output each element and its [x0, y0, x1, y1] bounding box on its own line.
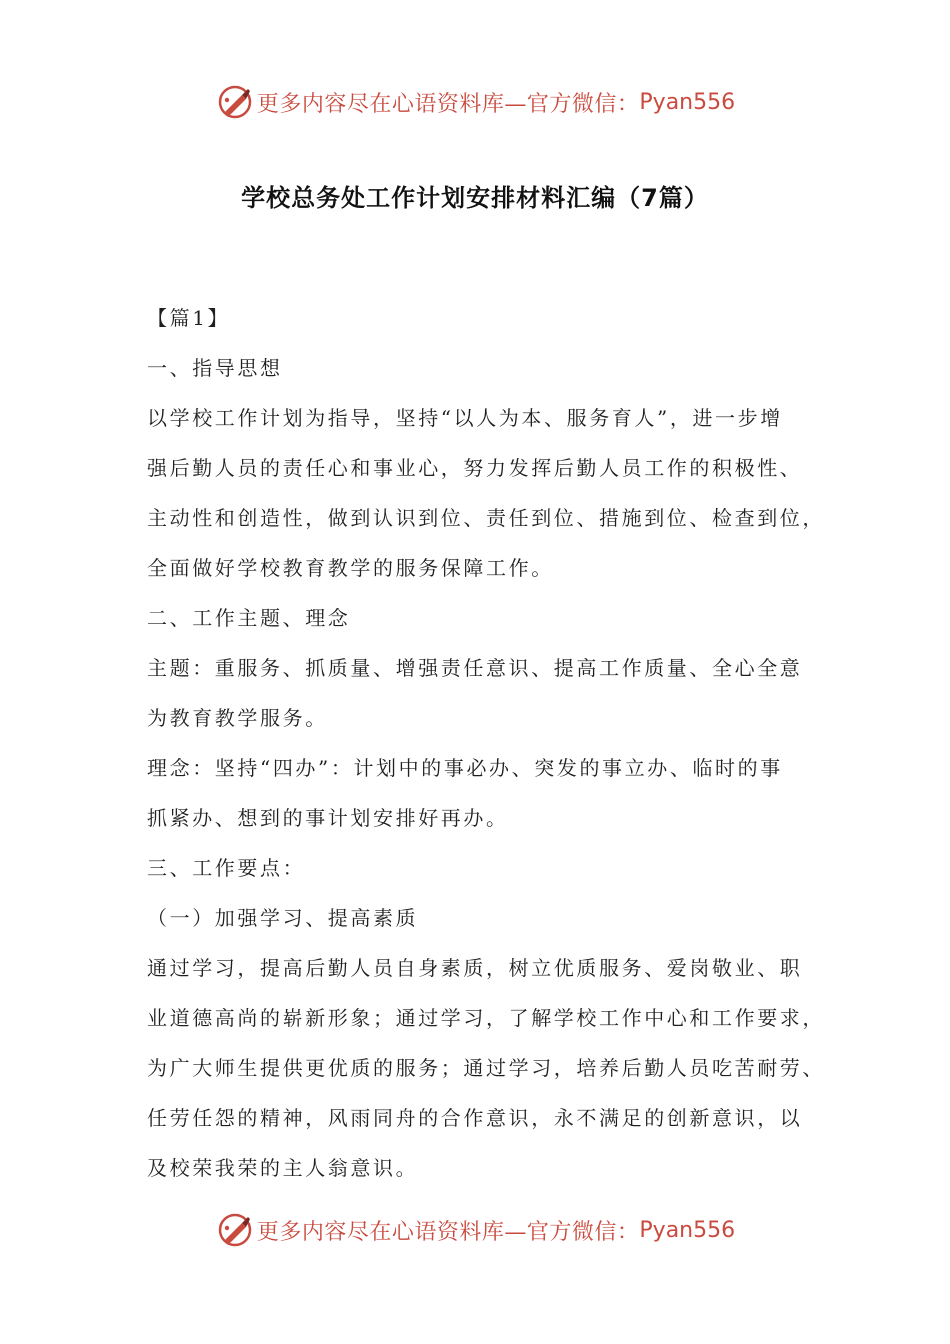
watermark-site-text: 更多内容尽在心语资料库—官方微信： [256, 1219, 640, 1245]
document-body [147, 296, 827, 1196]
section-marker: 【篇1】 [147, 306, 231, 330]
body-line: 为广大师生提供更优质的服务；通过学习，培养后勤人员吃苦耐劳、 [147, 1056, 825, 1080]
body-line: 主题：重服务、抓质量、增强责任意识、提高工作质量、全心全意 [147, 656, 803, 680]
heading-guiding-thought: 一、指导思想 [147, 356, 283, 380]
body-line: 以学校工作计划为指导，坚持“以人为本、服务育人”，进一步增 [147, 406, 783, 430]
header-watermark [0, 80, 950, 124]
pen-nib-icon [215, 1210, 255, 1250]
watermark-wechat-id: Pyan556 [639, 1217, 736, 1243]
body-line: 为教育教学服务。 [147, 706, 328, 730]
watermark-site-text: 更多内容尽在心语资料库—官方微信： [256, 91, 640, 117]
document-title: 学校总务处工作计划安排材料汇编（7篇） [241, 184, 709, 212]
footer-watermark [0, 1208, 950, 1252]
body-line: 理念：坚持“四办”：计划中的事必办、突发的事立办、临时的事 [147, 756, 783, 780]
subheading-study: （一）加强学习、提高素质 [147, 906, 419, 930]
body-line: 通过学习，提高后勤人员自身素质，树立优质服务、爱岗敬业、职 [147, 956, 803, 980]
body-line: 主动性和创造性，做到认识到位、责任到位、措施到位、检查到位， [147, 506, 825, 530]
body-line: 任劳任怨的精神，风雨同舟的合作意识，永不满足的创新意识，以 [147, 1106, 803, 1130]
body-line: 业道德高尚的崭新形象；通过学习，了解学校工作中心和工作要求， [147, 1006, 825, 1030]
heading-theme-concept: 二、工作主题、理念 [147, 606, 351, 630]
body-line: 强后勤人员的责任心和事业心，努力发挥后勤人员工作的积极性、 [147, 456, 803, 480]
pen-nib-icon [215, 82, 255, 122]
heading-work-points: 三、工作要点： [147, 856, 306, 880]
body-line: 及校荣我荣的主人翁意识。 [147, 1156, 419, 1180]
body-line: 全面做好学校教育教学的服务保障工作。 [147, 556, 554, 580]
body-line: 抓紧办、想到的事计划安排好再办。 [147, 806, 509, 830]
watermark-wechat-id: Pyan556 [639, 89, 736, 115]
